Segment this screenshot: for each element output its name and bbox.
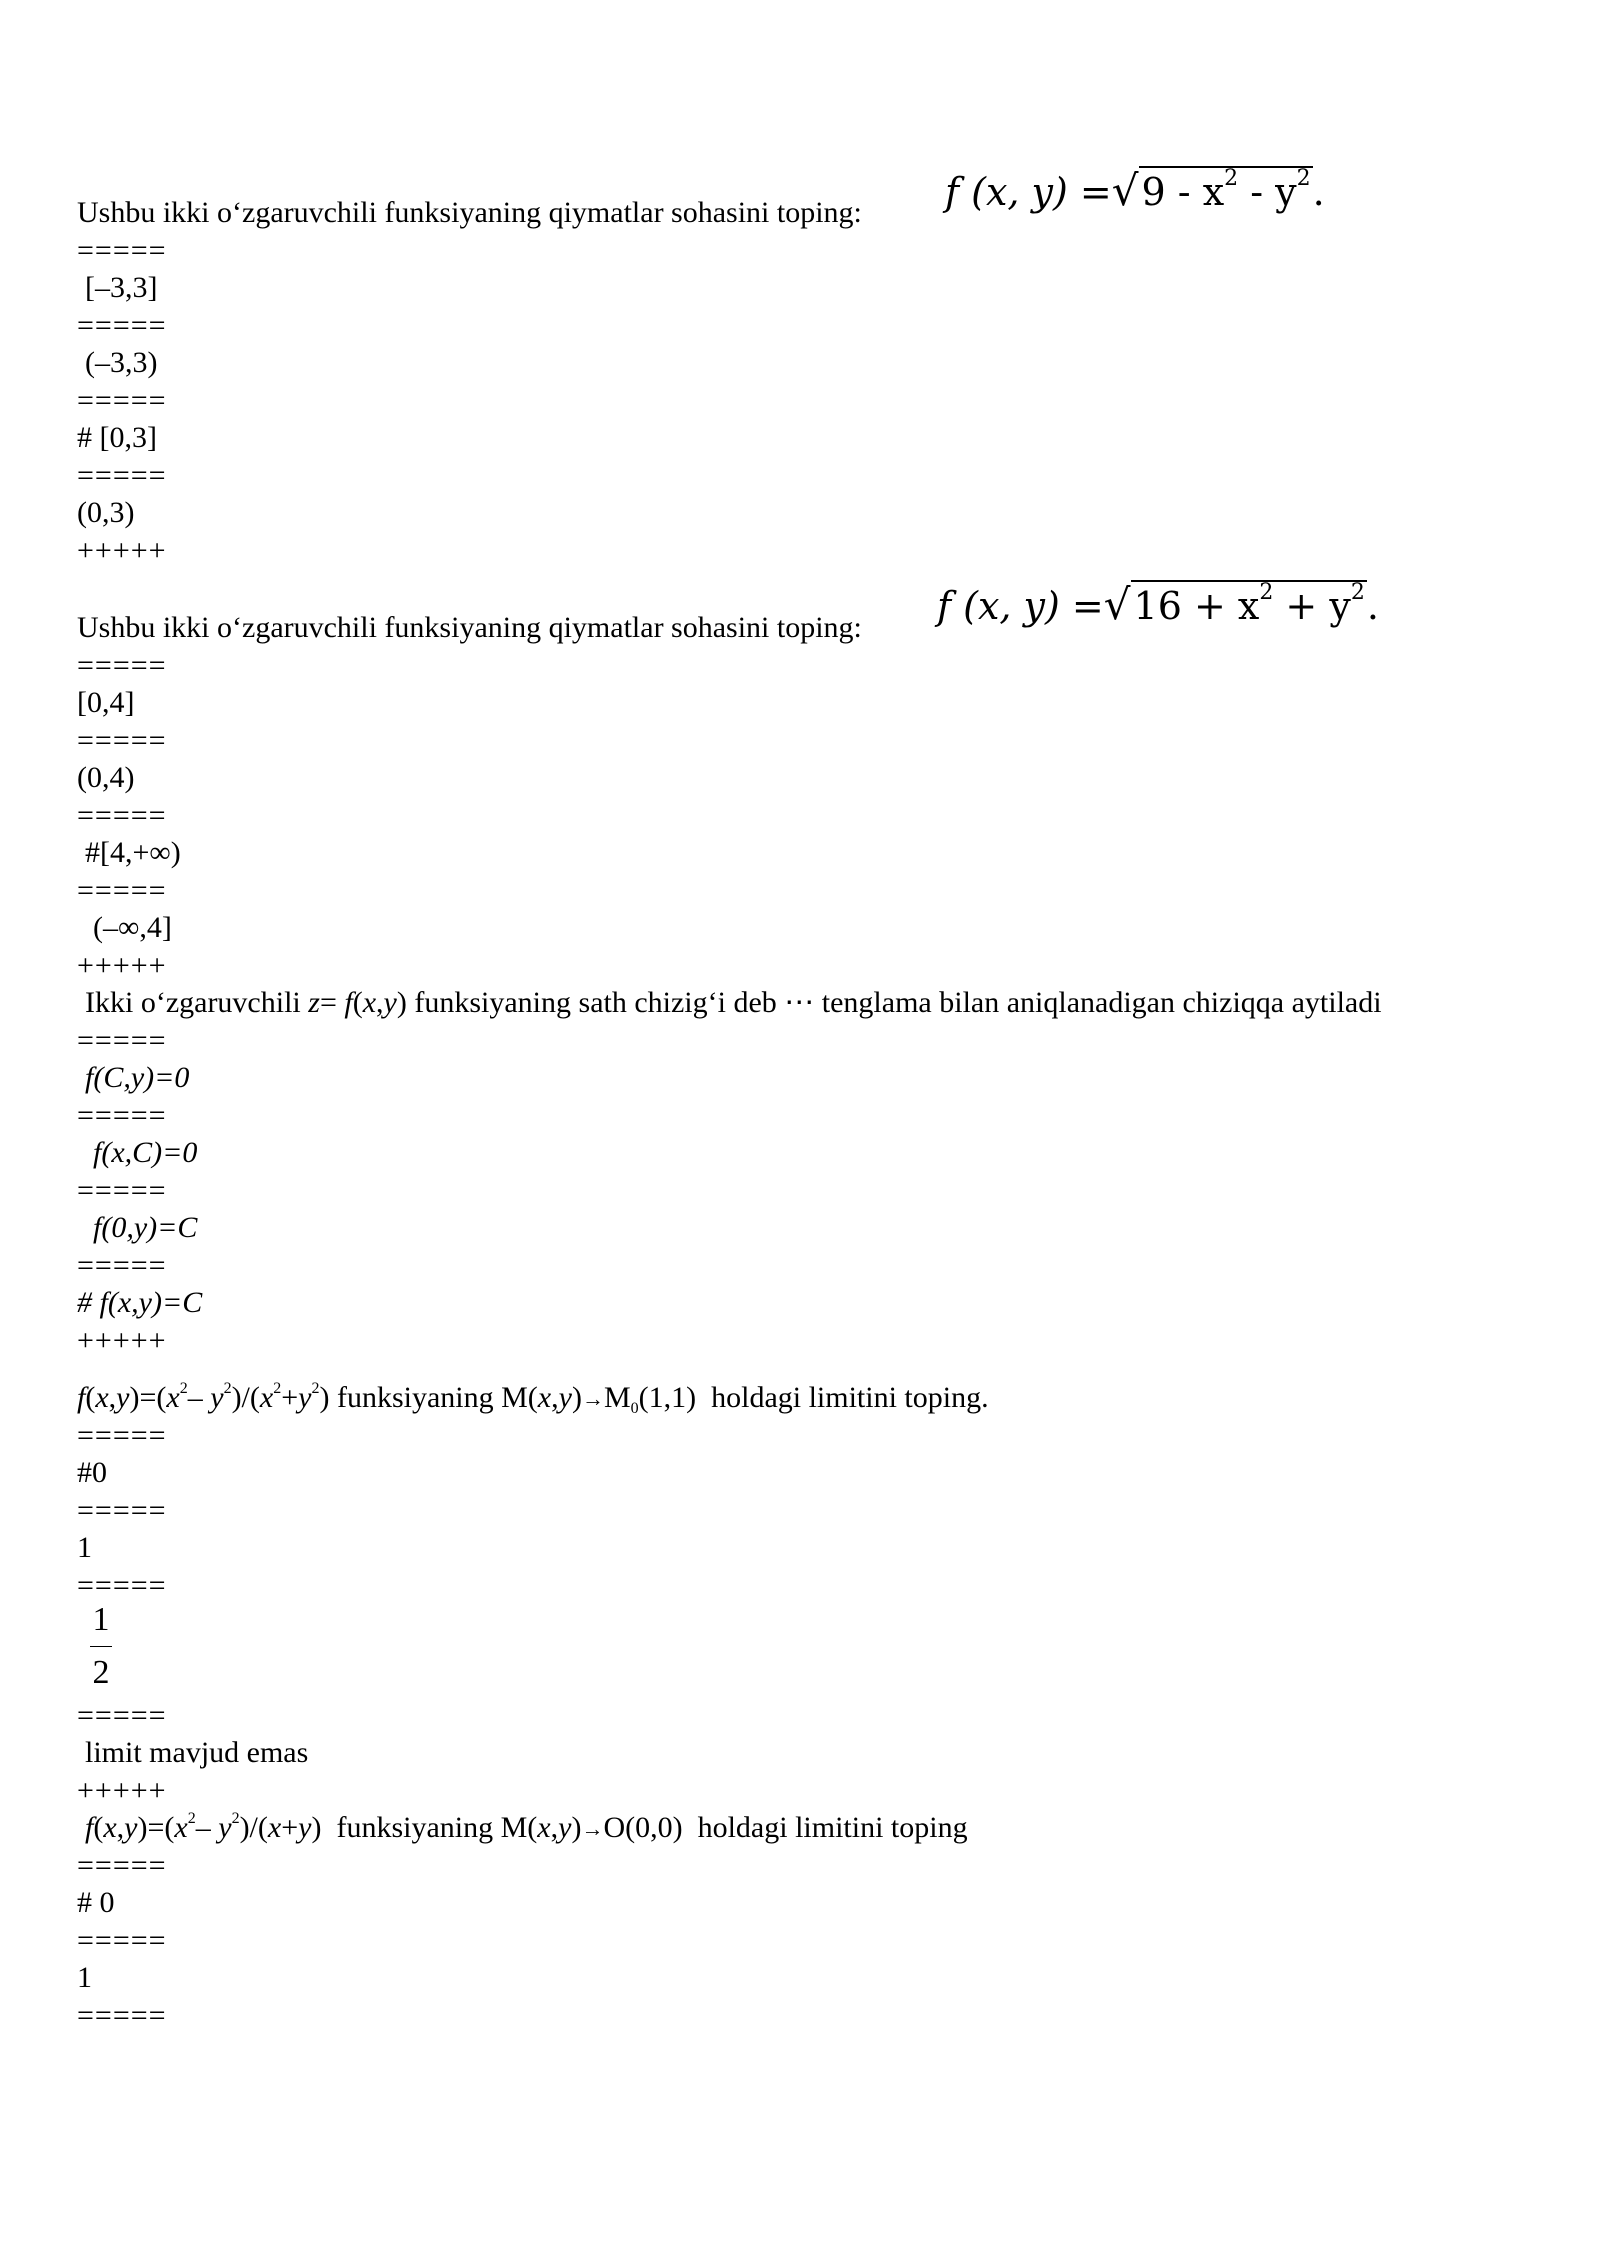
separator: ===== xyxy=(77,1924,167,1957)
answer-option: 1 xyxy=(77,1961,92,1994)
answer-option-correct: #[4,+∞) xyxy=(85,836,181,869)
separator: ===== xyxy=(77,1024,167,1057)
separator: ===== xyxy=(77,1999,167,2032)
question-1-prompt: Ushbu ikki o‘zgaruvchili funksiyaning qiymatlar sohasini toping: xyxy=(77,196,862,229)
separator: ===== xyxy=(77,1249,167,1282)
separator: ===== xyxy=(77,1699,167,1732)
separator: ===== xyxy=(77,309,167,342)
separator: ===== xyxy=(77,649,167,682)
separator: ===== xyxy=(77,1419,167,1452)
separator: ===== xyxy=(77,1849,167,1882)
end-marker: +++++ xyxy=(77,1774,167,1807)
question-2-prompt: Ushbu ikki o‘zgaruvchili funksiyaning qiymatlar sohasini toping: xyxy=(77,611,862,644)
separator: ===== xyxy=(77,874,167,907)
radical-sign: √ xyxy=(1103,580,1131,629)
question-1-formula: f (x, $y) =√9 - x^2 - y^2$. xyxy=(945,166,1325,215)
question-3-prompt: Ikki o‘zgaruvchili z= f(x,y) funksiyaning sath chizig‘i deb ⋯ tenglama bilan aniqlanadigan chiziqqa aytiladi xyxy=(85,986,1382,1019)
answer-option-correct: # f(x,y)=C xyxy=(77,1286,203,1319)
answer-option: 1 xyxy=(77,1531,92,1564)
answer-option: [0,4] xyxy=(77,686,135,719)
answer-option: f(x,C)=0 xyxy=(93,1136,198,1169)
fraction-denominator: 2 xyxy=(92,1654,110,1691)
radicand: $9 - x^2 - y^2$ xyxy=(1139,166,1313,214)
separator: ===== xyxy=(77,799,167,832)
formula-lhs: f (x, y) = xyxy=(937,584,1104,628)
question-5-prompt: $f(x,y)=(x^2-$ $y^2)/(x+y)$ funksiyaning M(x,y)→O(0,0) holdagi limitini toping xyxy=(85,1810,968,1844)
separator: ===== xyxy=(77,1569,167,1602)
separator: ===== xyxy=(77,1174,167,1207)
separator: ===== xyxy=(77,724,167,757)
formula-lhs: f (x, y) = xyxy=(945,170,1112,214)
answer-option: (–3,3) xyxy=(85,346,158,379)
answer-option: (0,3) xyxy=(77,496,135,529)
question-4-prompt: $f(x,y)=(x^2-$ $y^2)/(x^2+y^2)$ funksiyaning $M(x,y)\to M_0(1,1)$ holdagi limitini toping. xyxy=(77,1380,989,1417)
answer-option: f(C,y)=0 xyxy=(85,1061,190,1094)
separator: ===== xyxy=(77,1099,167,1132)
radicand: $16 + x^2 + y^2$ xyxy=(1131,580,1367,628)
end-marker: +++++ xyxy=(77,1324,167,1357)
fraction-numerator: 1 xyxy=(92,1601,110,1638)
radical-sign: √ xyxy=(1111,166,1139,215)
fraction-bar xyxy=(90,1646,112,1647)
answer-option-correct: #0 xyxy=(77,1456,107,1489)
answer-option: (0,4) xyxy=(77,761,135,794)
answer-option: limit mavjud emas xyxy=(85,1736,309,1769)
answer-option-correct: # 0 xyxy=(77,1886,115,1919)
answer-option-correct: # [0,3] xyxy=(77,421,157,454)
answer-option: f(0,y)=C xyxy=(93,1211,198,1244)
separator: ===== xyxy=(77,234,167,267)
separator: ===== xyxy=(77,459,167,492)
end-marker: +++++ xyxy=(77,949,167,982)
answer-option-fraction xyxy=(86,1600,116,1693)
separator: ===== xyxy=(77,1494,167,1527)
question-2-formula: f (x, $y) =√16 + x^2 + y^2$. xyxy=(937,580,1379,629)
separator: ===== xyxy=(77,384,167,417)
end-marker: +++++ xyxy=(77,534,167,567)
answer-option: [–3,3] xyxy=(85,271,158,304)
answer-option: (–∞,4] xyxy=(93,911,172,944)
